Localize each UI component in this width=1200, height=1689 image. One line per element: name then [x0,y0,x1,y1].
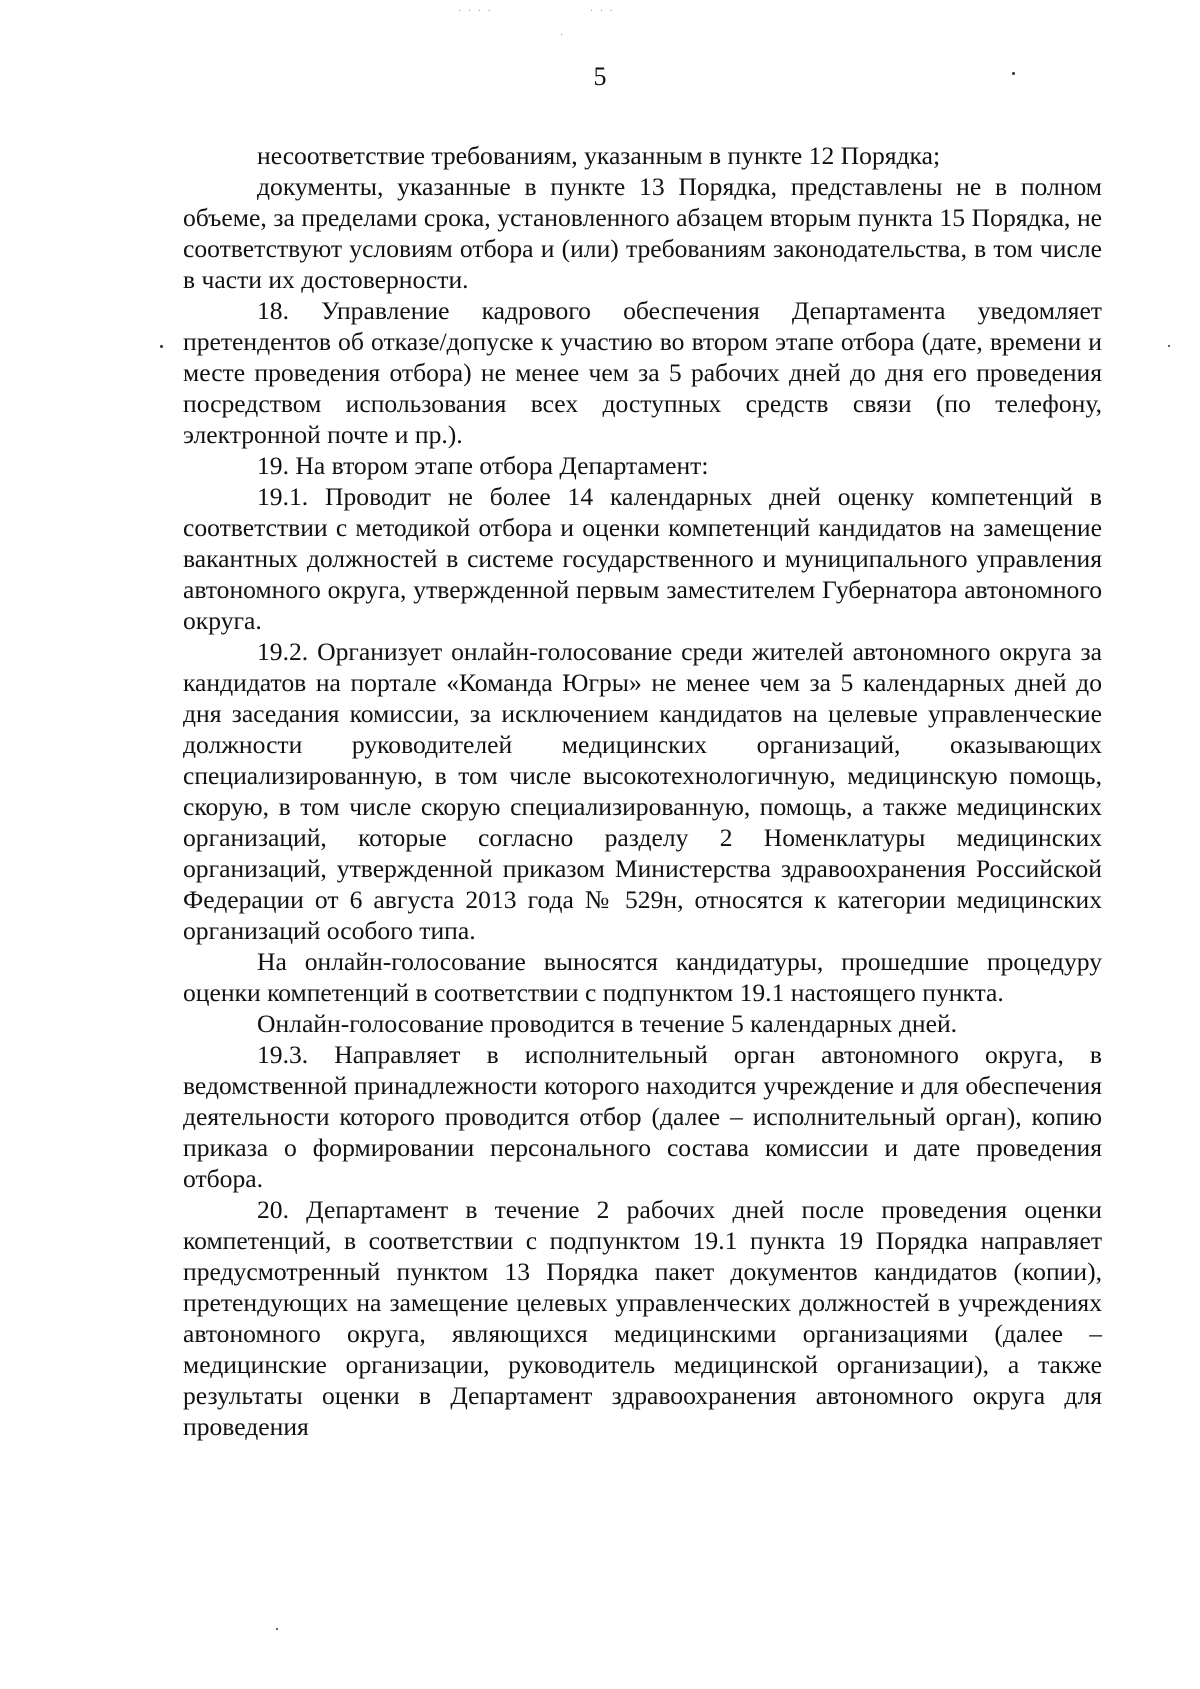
paragraph: Онлайн-голосование проводится в течение 5 календарных дней. [257,1009,958,1038]
page-number: 5 [593,62,607,91]
scan-artifact: · · · [590,6,615,17]
scan-artifact: · [560,30,566,41]
paragraph: 20. Департамент в течение 2 рабочих дней после проведения оценки компетенций, в соответствии с подпунктом 19.1 пункта 19 Порядка направляет предусмотренный пунктом 13 Порядка пакет документов кандидатов (копии), претендующих на замещение целевых управленческих должностей в учреждениях автономного округа, являющихся медицинскими организациями (далее – медицинские организации, руководитель медицинской организации), а также результаты оценки в Департамент здравоохранения автономного округа для проведения [183,1195,1102,1441]
paragraph: документы, указанные в пункте 13 Порядка, представлены не в полном объеме, за пределами срока, установленного абзацем вторым пункта 15 Порядка, не соответствуют условиям отбора и (или) требованиям законодательства, в том числе в части их достоверности. [183,172,1102,294]
document-body [183,140,1102,1442]
scan-artifact: · · · · [458,6,493,17]
scan-speck [1168,345,1170,347]
scan-speck [160,345,163,348]
paragraph: 19.3. Направляет в исполнительный орган автономного округа, в ведомственной принадлежности которого находится учреждение и для обеспечения деятельности которого проводится отбор (далее – исполнительный орган), копию приказа о формировании персонального состава комиссии и дате проведения отбора. [183,1040,1102,1193]
paragraph: 19. На втором этапе отбора Департамент: [257,451,709,480]
scan-speck [276,1628,278,1630]
paragraph: 19.1. Проводит не более 14 календарных дней оценку компетенций в соответствии с методикой отбора и оценки компетенций кандидатов на замещение вакантных должностей в системе государственного и муниципального управления автономного округа, утвержденной первым заместителем Губернатора автономного округа. [183,482,1102,635]
paragraph: 19.2. Организует онлайн-голосование среди жителей автономного округа за кандидатов на портале «Команда Югры» не менее чем за 5 календарных дней до дня заседания комиссии, за исключением кандидатов на целевые управленческие должности руководителей медицинских организаций, оказывающих специализированную, в том числе высокотехнологичную, медицинскую помощь, скорую, в том числе скорую специализированную, помощь, а также медицинских организаций, которые согласно разделу 2 Номенклатуры медицинских организаций, утвержденной приказом Министерства здравоохранения Российской Федерации от 6 августа 2013 года № 529н, относятся к категории медицинских организаций особого типа. [183,637,1102,945]
paragraph: На онлайн-голосование выносятся кандидатуры, прошедшие процедуру оценки компетенций в соответствии с подпунктом 19.1 настоящего пункта. [183,947,1102,1007]
paragraph: 18. Управление кадрового обеспечения Департамента уведомляет претендентов об отказе/допуске к участию во втором этапе отбора (дате, времени и месте проведения отбора) не менее чем за 5 рабочих дней до дня его проведения посредством использования всех доступных средств связи (по телефону, электронной почте и пр.). [183,296,1102,449]
paragraph: несоответствие требованиям, указанным в пункте 12 Порядка; [257,141,941,170]
